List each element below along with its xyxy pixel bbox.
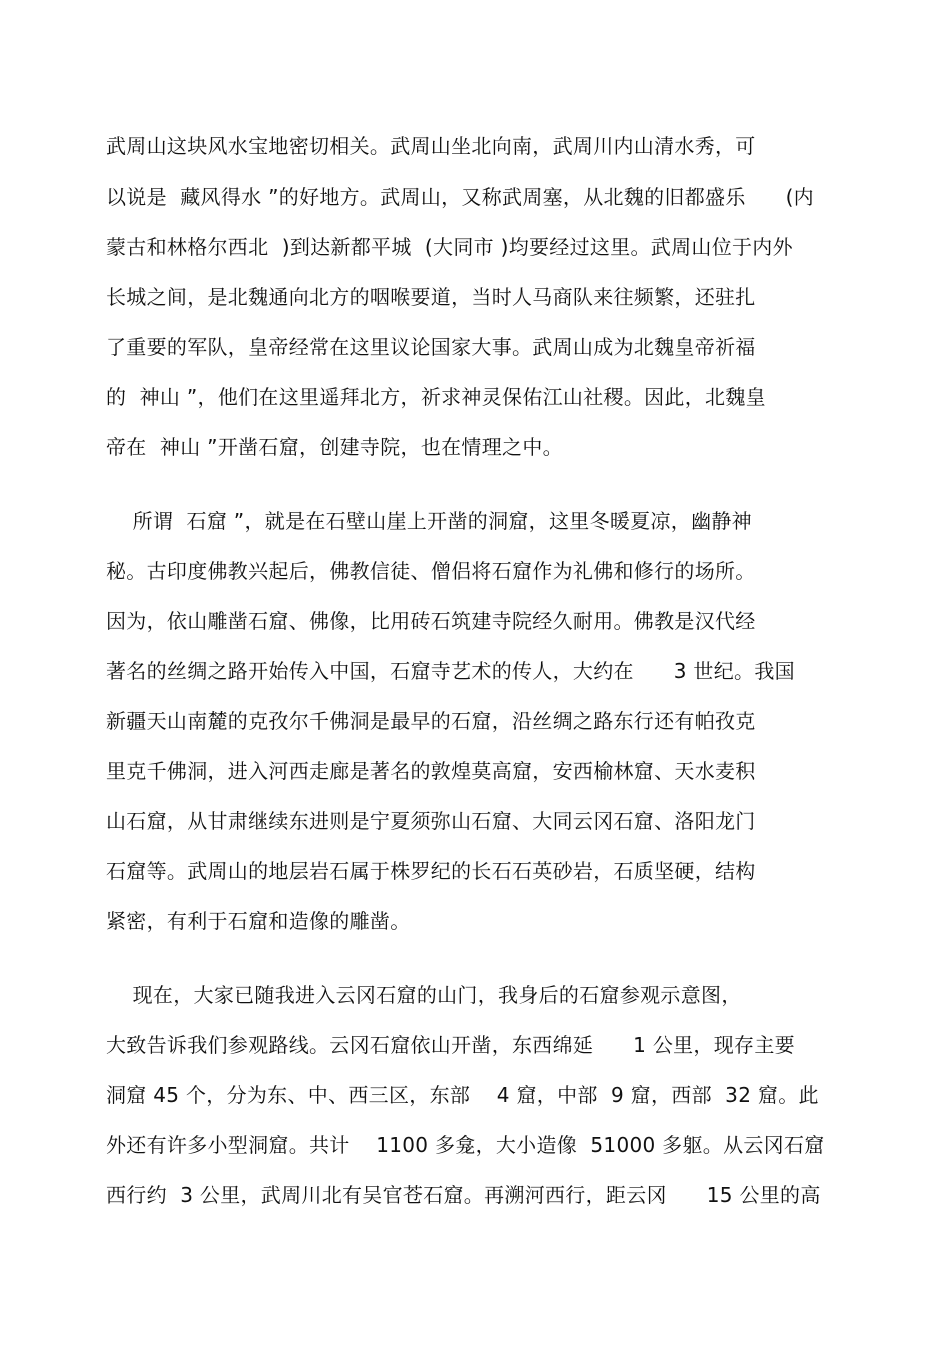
paragraph-2-line-1: 所谓 石窟 ”，就是在石壁山崖上开凿的洞窟，这里冬暖夏凉，幽静神 bbox=[106, 509, 752, 533]
paragraph-3-line-5: 西行约 3 公里，武周川北有吴官苍石窟。再溯河西行，距云冈 15 公里的高 bbox=[106, 1183, 821, 1207]
paragraph-2-line-6: 里克千佛洞，进入河西走廊是著名的敦煌莫高窟，安西榆林窟、天水麦积 bbox=[106, 759, 756, 783]
paragraph-2-line-9: 紧密，有利于石窟和造像的雕凿。 bbox=[106, 909, 411, 933]
paragraph-2-line-8: 石窟等。武周山的地层岩石属于株罗纪的长石石英砂岩，石质坚硬，结构 bbox=[106, 859, 756, 883]
paragraph-1-line-6: 的 神山 ”，他们在这里遥拜北方，祈求神灵保佑江山社稷。因此，北魏皇 bbox=[106, 385, 766, 409]
paragraph-3-line-4: 外还有许多小型洞窟。共计 1100 多龛，大小造像 51000 多躯。从云冈石窟 bbox=[106, 1133, 825, 1157]
paragraph-2-line-4: 著名的丝绸之路开始传入中国，石窟寺艺术的传人，大约在 3 世纪。我国 bbox=[106, 659, 795, 683]
paragraph-1-line-1: 武周山这块风水宝地密切相关。武周山坐北向南，武周川内山清水秀，可 bbox=[106, 134, 756, 158]
paragraph-1-line-2: 以说是 藏风得水 ”的好地方。武周山，又称武周塞，从北魏的旧都盛乐 (内 bbox=[106, 185, 814, 209]
paragraph-1-line-7: 帝在 神山 ”开凿石窟，创建寺院，也在情理之中。 bbox=[106, 435, 563, 459]
paragraph-1-line-5: 了重要的军队，皇帝经常在这里议论国家大事。武周山成为北魏皇帝祈福 bbox=[106, 335, 756, 359]
paragraph-2-line-3: 因为，依山雕凿石窟、佛像，比用砖石筑建寺院经久耐用。佛教是汉代经 bbox=[106, 609, 756, 633]
paragraph-2-line-5: 新疆天山南麓的克孜尔千佛洞是最早的石窟，沿丝绸之路东行还有帕孜克 bbox=[106, 709, 756, 733]
paragraph-2-line-2: 秘。古印度佛教兴起后，佛教信徒、僧侣将石窟作为礼佛和修行的场所。 bbox=[106, 559, 756, 583]
paragraph-3-line-1: 现在，大家已随我进入云冈石窟的山门，我身后的石窟参观示意图， bbox=[106, 983, 742, 1007]
paragraph-1-line-4: 长城之间，是北魏通向北方的咽喉要道，当时人马商队来往频繁，还驻扎 bbox=[106, 285, 756, 309]
paragraph-2-line-7: 山石窟，从甘肃继续东进则是宁夏须弥山石窟、大同云冈石窟、洛阳龙门 bbox=[106, 809, 756, 833]
paragraph-1-line-3: 蒙古和林格尔西北 )到达新都平城 (大同市 )均要经过这里。武周山位于内外 bbox=[106, 235, 793, 259]
paragraph-3-line-2: 大致告诉我们参观路线。云冈石窟依山开凿，东西绵延 1 公里，现存主要 bbox=[106, 1033, 795, 1057]
paragraph-3-line-3: 洞窟 45 个，分为东、中、西三区，东部 4 窟，中部 9 窟，西部 32 窟。此 bbox=[106, 1083, 819, 1107]
